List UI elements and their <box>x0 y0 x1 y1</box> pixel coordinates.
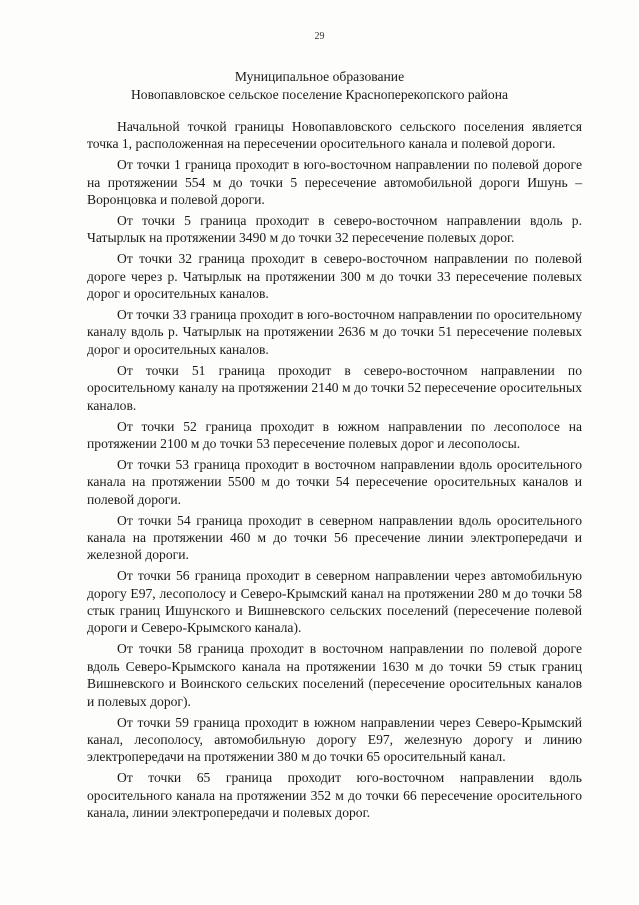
paragraph-8: От точки 53 граница проходит в восточном направлении вдоль оросительного канала на протяжении 5500 м до точки 54 пересечение оросительных каналов и полевой дороги. <box>87 456 582 507</box>
paragraph-5: От точки 33 граница проходит в юго-восточном направлении по оросительному каналу вдоль р. Чатырлык на протяжении 2636 м до точки 51 пересечение полевых дорог и оросительных каналов. <box>87 307 582 357</box>
paragraph-11: От точки 58 граница проходит в восточном направлении по полевой дороге вдоль Северо-Крымского канала на протяжении 1630 м до точки 59 стык границ Вишневского и Воинского сельских поселений (пересечение оросительных каналов и полевых дорог). <box>87 641 582 709</box>
paragraph-3: От точки 5 граница проходит в северо-восточном направлении вдоль р. Чатырлык на протяжении 3490 м до точки 32 пересечение полевых дорог. <box>87 213 582 246</box>
paragraph-1: Начальной точкой границы Новопавловского сельского поселения является точка 1, расположенная на пересечении оросительного канала и полевой дороги. <box>87 119 582 152</box>
document-body <box>87 118 582 821</box>
page-number: 29 <box>314 31 325 42</box>
paragraph-13: От точки 65 граница проходит юго-восточном направлении вдоль оросительного канала на протяжении 352 м до точки 66 пересечение оросительного канала, линии электропередачи и полевых дорог. <box>87 770 582 821</box>
paragraph-6: От точки 51 граница проходит в северо-восточном направлении по оросительному каналу на протяжении 2140 м до точки 52 пересечение оросительных каналов. <box>87 362 582 413</box>
paragraph-12: От точки 59 граница проходит в южном направлении через Северо-Крымский канал, лесополосу, автомобильную дорогу Е97, железную дорогу и линию электропередачи на протяжении 380 м до точки 65 оросительный канал. <box>87 714 582 765</box>
paragraph-2: От точки 1 граница проходит в юго-восточном направлении по полевой дороге на протяжении 554 м до точки 5 пересечение автомобильной дороги Ишунь – Воронцовка и полевой дороги. <box>87 157 582 208</box>
document-heading <box>0 68 639 103</box>
paragraph-4: От точки 32 граница проходит в северо-восточном направлении по полевой дороге через р. Чатырлык на протяжении 300 м до точки 33 пересечение полевых дорог и оросительных каналов. <box>87 251 582 302</box>
paragraph-7: От точки 52 граница проходит в южном направлении по лесополосе на протяжении 2100 м до точки 53 пересечение полевых дорог и лесополосы. <box>87 418 582 451</box>
heading-line-1: Муниципальное образование <box>234 69 405 84</box>
heading-line-2: Новопавловское сельское поселение Красноперекопского района <box>130 86 509 102</box>
paragraph-10: От точки 56 граница проходит в северном направлении через автомобильную дорогу Е97, лесополосу и Северо-Крымский канал на протяжении 280 м до точки 58 стык границ Ишунского и Вишневского сельских поселений (пересечение полевой дороги и Северо-Крымского канала). <box>87 568 582 636</box>
paragraph-9: От точки 54 граница проходит в северном направлении вдоль оросительного канала на протяжении 460 м до точки 56 пресечение линии электропередачи и железной дороги. <box>87 512 582 563</box>
